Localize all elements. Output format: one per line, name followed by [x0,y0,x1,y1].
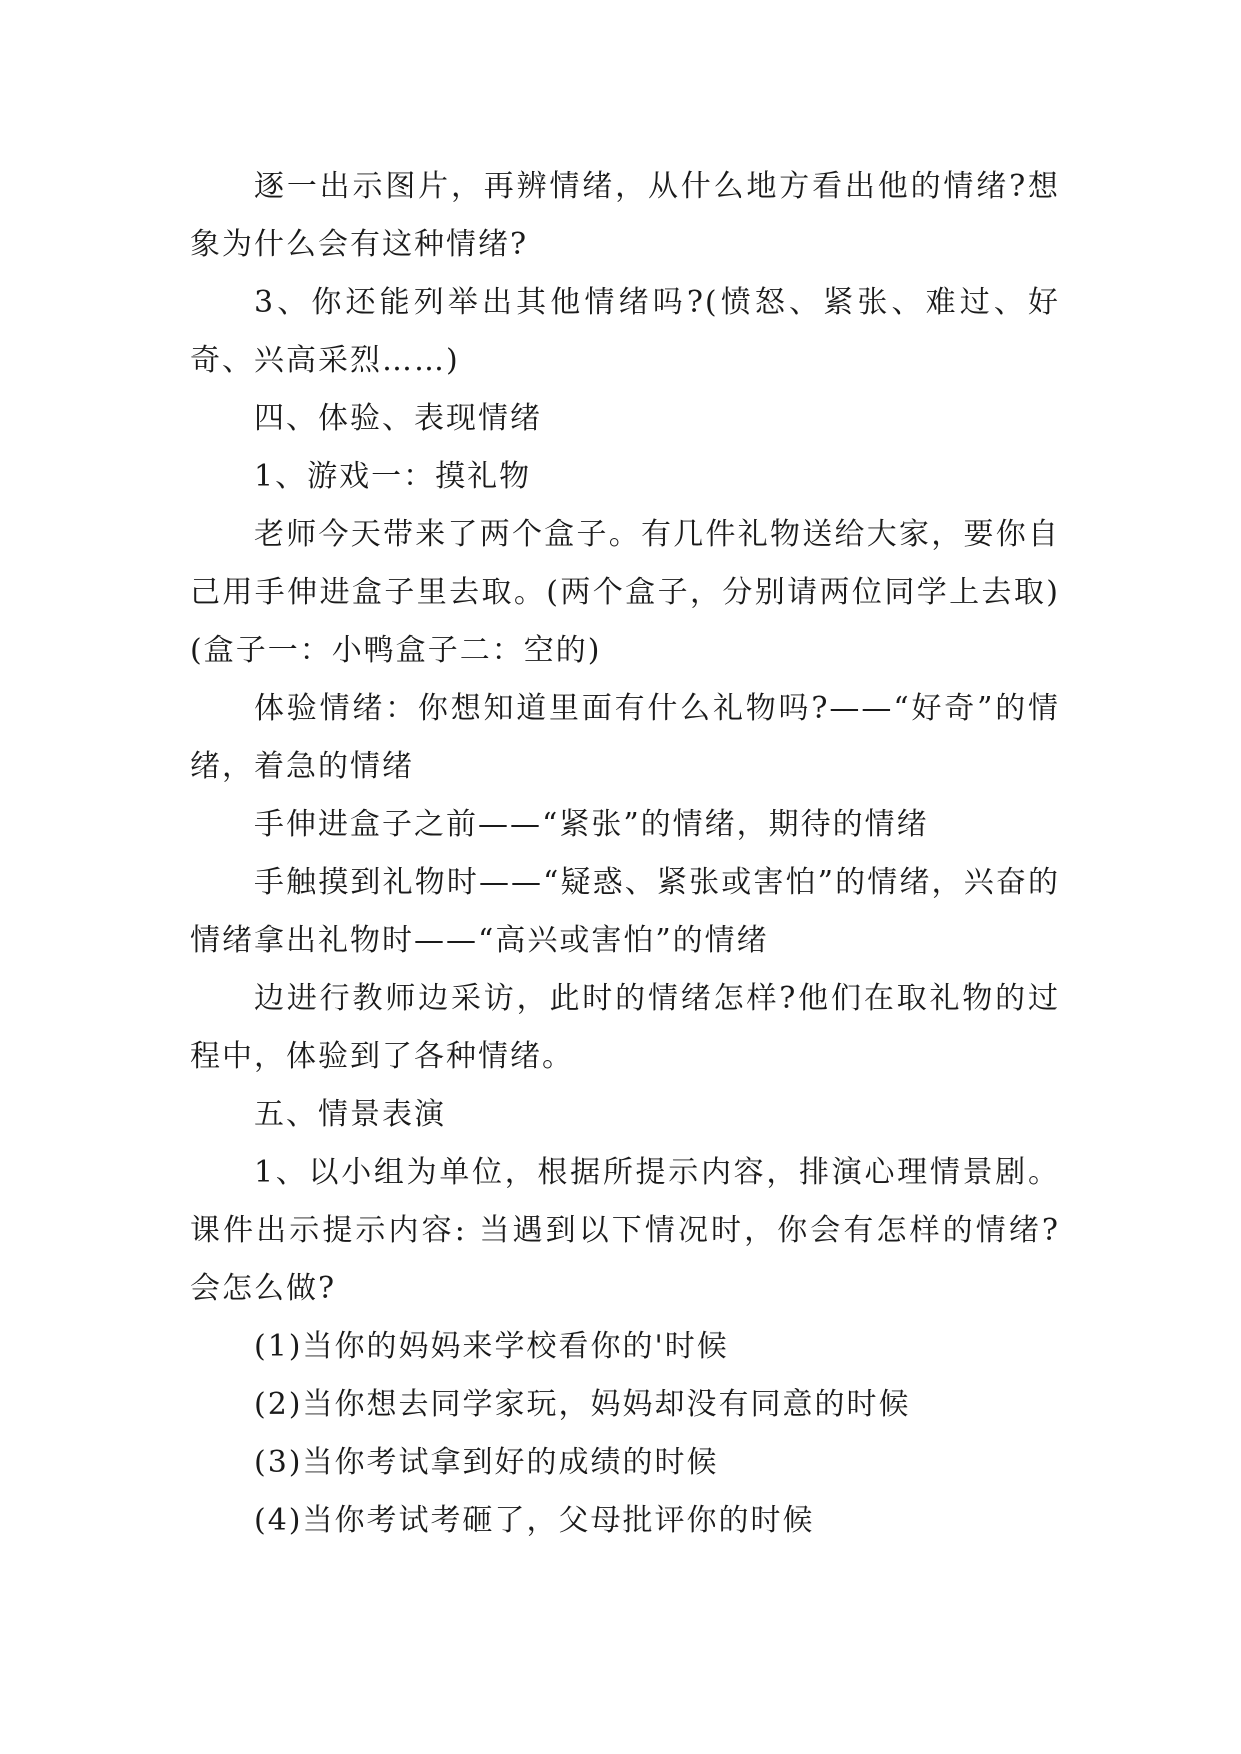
paragraph-list-emotions: 3、你还能列举出其他情绪吗?(愤怒、紧张、难过、好奇、兴高采烈……) [190,285,1060,378]
list-item-situation-4: (4)当你考试考砸了，父母批评你的时候 [254,1503,815,1538]
paragraph-teacher-boxes: 老师今天带来了两个盒子。有几件礼物送给大家，要你自己用手伸进盒子里去取。(两个盒子，分别请两位同学上去取) (盒子一：小鸭盒子二：空的) [190,517,1060,668]
section-heading-roleplay: 五、情景表演 [254,1097,446,1132]
paragraph-group-roleplay: 1、以小组为单位，根据所提示内容，排演心理情景剧。课件出示提示内容: 当遇到以下情况时，你会有怎样的情绪?会怎么做? [190,1155,1060,1306]
document-body [190,158,1060,1550]
paragraph-observe-pictures: 逐一出示图片，再辨情绪，从什么地方看出他的情绪?想象为什么会有这种情绪? [190,169,1060,262]
paragraph-interview: 边进行教师边采访，此时的情绪怎样?他们在取礼物的过程中，体验到了各种情绪。 [190,981,1060,1074]
paragraph-before-box: 手伸进盒子之前——“紧张”的情绪，期待的情绪 [254,807,929,842]
paragraph-game-one: 1、游戏一：摸礼物 [254,459,532,494]
section-heading-experience: 四、体验、表现情绪 [254,401,542,436]
paragraph-touch-gift: 手触摸到礼物时——“疑惑、紧张或害怕”的情绪，兴奋的情绪拿出礼物时——“高兴或害怕”的情绪 [190,865,1060,958]
list-item-situation-3: (3)当你考试拿到好的成绩的时候 [254,1445,719,1480]
paragraph-curiosity: 体验情绪：你想知道里面有什么礼物吗?——“好奇”的情绪，着急的情绪 [190,691,1060,784]
list-item-situation-2: (2)当你想去同学家玩，妈妈却没有同意的时候 [254,1387,911,1422]
list-item-situation-1: (1)当你的妈妈来学校看你的'时候 [254,1329,729,1364]
